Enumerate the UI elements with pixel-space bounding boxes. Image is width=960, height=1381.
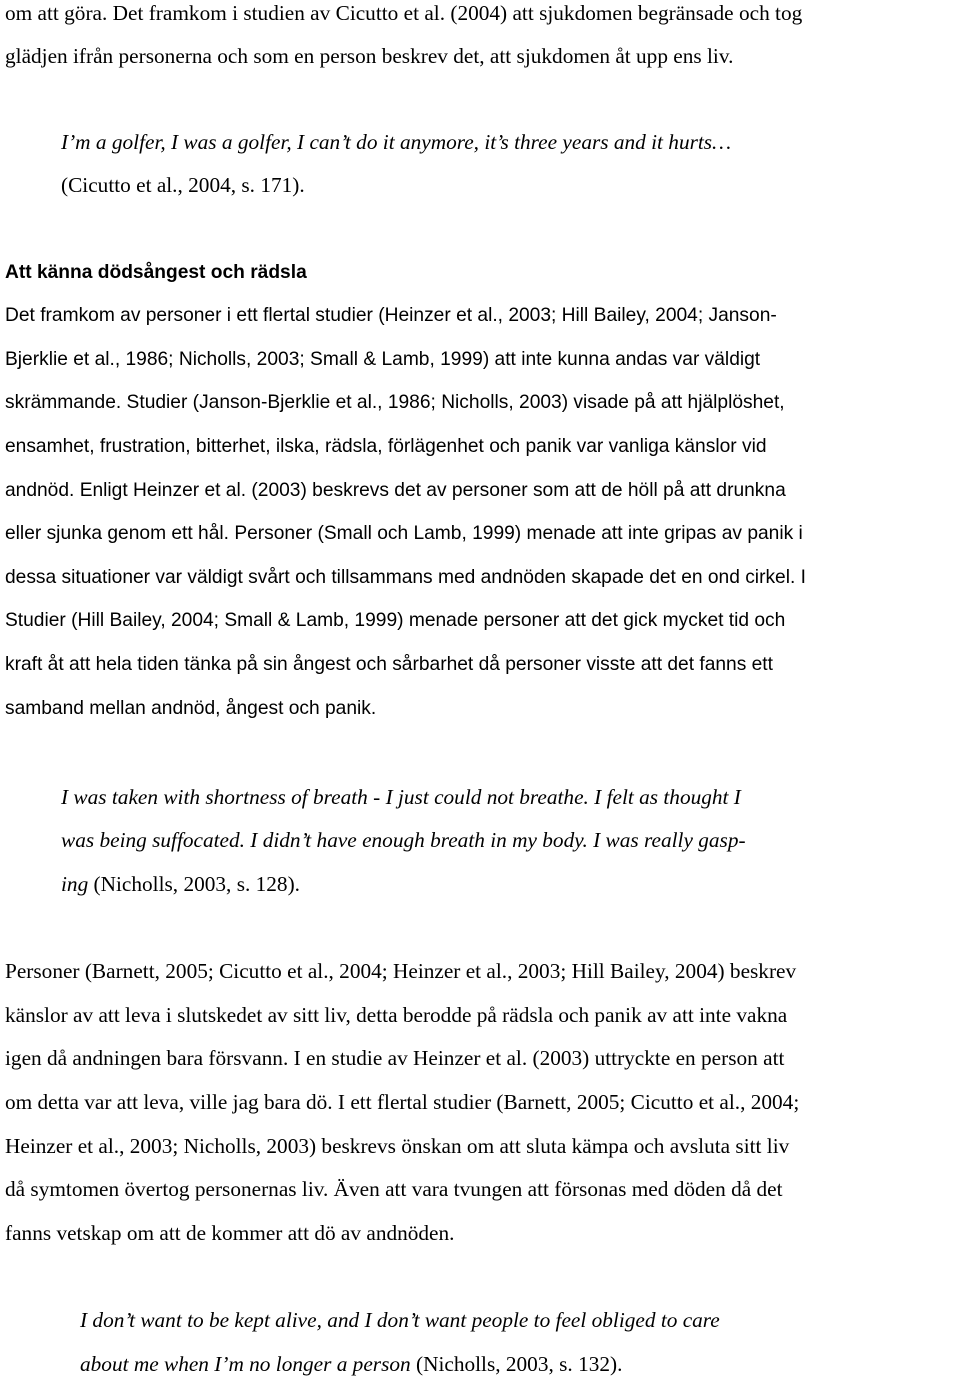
paragraph-line: samband mellan andnöd, ångest och panik. bbox=[5, 698, 377, 719]
paragraph-line: eller sjunka genom ett hål. Personer (Small och Lamb, 1999) menade att inte gripas av panik i bbox=[5, 523, 803, 544]
paragraph-line: om att göra. Det framkom i studien av Cicutto et al. (2004) att sjukdomen begränsade och tog bbox=[5, 1, 803, 25]
quote-text: was being suffocated. I didn’t have enough breath in my body. I was really gasp- bbox=[61, 828, 746, 852]
paragraph-line: skrämmande. Studier (Janson-Bjerklie et al., 1986; Nicholls, 2003) visade på att hjälplöshet, bbox=[5, 392, 785, 413]
quote-text: ing bbox=[61, 872, 89, 896]
paragraph-line: dessa situationer var väldigt svårt och tillsammans med andnöden skapade det en ond cirkel. I bbox=[5, 567, 806, 588]
paragraph-line: glädjen ifrån personerna och som en person beskrev det, att sjukdomen åt upp ens liv. bbox=[5, 44, 734, 68]
paragraph-line: om detta var att leva, ville jag bara dö. I ett flertal studier (Barnett, 2005; Cicutto et al., 2004; bbox=[5, 1090, 800, 1114]
quote-line bbox=[80, 1310, 720, 1331]
quote-text: about me when I’m no longer a person bbox=[80, 1352, 411, 1376]
quote-line bbox=[61, 830, 746, 851]
section-heading: Att känna dödsångest och rädsla bbox=[5, 262, 307, 283]
quote-citation: (Nicholls, 2003, s. 128). bbox=[88, 872, 300, 896]
quote-text: I don’t want to be kept alive, and I don’t want people to feel obliged to care bbox=[80, 1308, 720, 1332]
quote-line bbox=[80, 1354, 622, 1375]
paragraph-line: Bjerklie et al., 1986; Nicholls, 2003; Small & Lamb, 1999) att inte kunna andas var väldigt bbox=[5, 349, 761, 370]
quote-line bbox=[61, 874, 300, 895]
paragraph-line: ensamhet, frustration, bitterhet, ilska, rädsla, förlägenhet och panik var vanliga känslor vid bbox=[5, 436, 767, 457]
paragraph-line: Studier (Hill Bailey, 2004; Small & Lamb, 1999) menade personer att det gick mycket tid och bbox=[5, 610, 786, 631]
paragraph-line: då symtomen övertog personernas liv. Även att vara tvungen att försonas med döden då det bbox=[5, 1177, 783, 1201]
quote-line bbox=[61, 132, 731, 153]
paragraph-line: igen då andningen bara försvann. I en studie av Heinzer et al. (2003) uttryckte en person att bbox=[5, 1046, 785, 1070]
paragraph-line: Det framkom av personer i ett flertal studier (Heinzer et al., 2003; Hill Bailey, 2004; Janson- bbox=[5, 305, 777, 326]
quote-citation: (Nicholls, 2003, s. 132). bbox=[410, 1352, 623, 1376]
quote-text: I was taken with shortness of breath - I just could not breathe. I felt as thought I bbox=[61, 785, 741, 809]
paragraph-line: andnöd. Enligt Heinzer et al. (2003) beskrevs det av personer som att de höll på att drunkna bbox=[5, 480, 786, 501]
paragraph-line: Heinzer et al., 2003; Nicholls, 2003) beskrevs önskan om att sluta kämpa och avsluta sitt liv bbox=[5, 1134, 790, 1158]
paragraph-line: fanns vetskap om att de kommer att dö av andnöden. bbox=[5, 1221, 455, 1245]
paragraph-line: känslor av att leva i slutskedet av sitt liv, detta berodde på rädsla och panik av att inte vakna bbox=[5, 1003, 788, 1027]
quote-text: I’m a golfer, I was a golfer, I can’t do it anymore, it’s three years and it hurts… bbox=[61, 130, 732, 154]
paragraph-line: kraft åt att hela tiden tänka på sin ångest och sårbarhet då personer visste att det fanns ett bbox=[5, 654, 773, 675]
quote-citation: (Cicutto et al., 2004, s. 171). bbox=[61, 173, 305, 197]
quote-line bbox=[61, 787, 741, 808]
paragraph-line: Personer (Barnett, 2005; Cicutto et al., 2004; Heinzer et al., 2003; Hill Bailey, 2004) beskrev bbox=[5, 959, 797, 983]
